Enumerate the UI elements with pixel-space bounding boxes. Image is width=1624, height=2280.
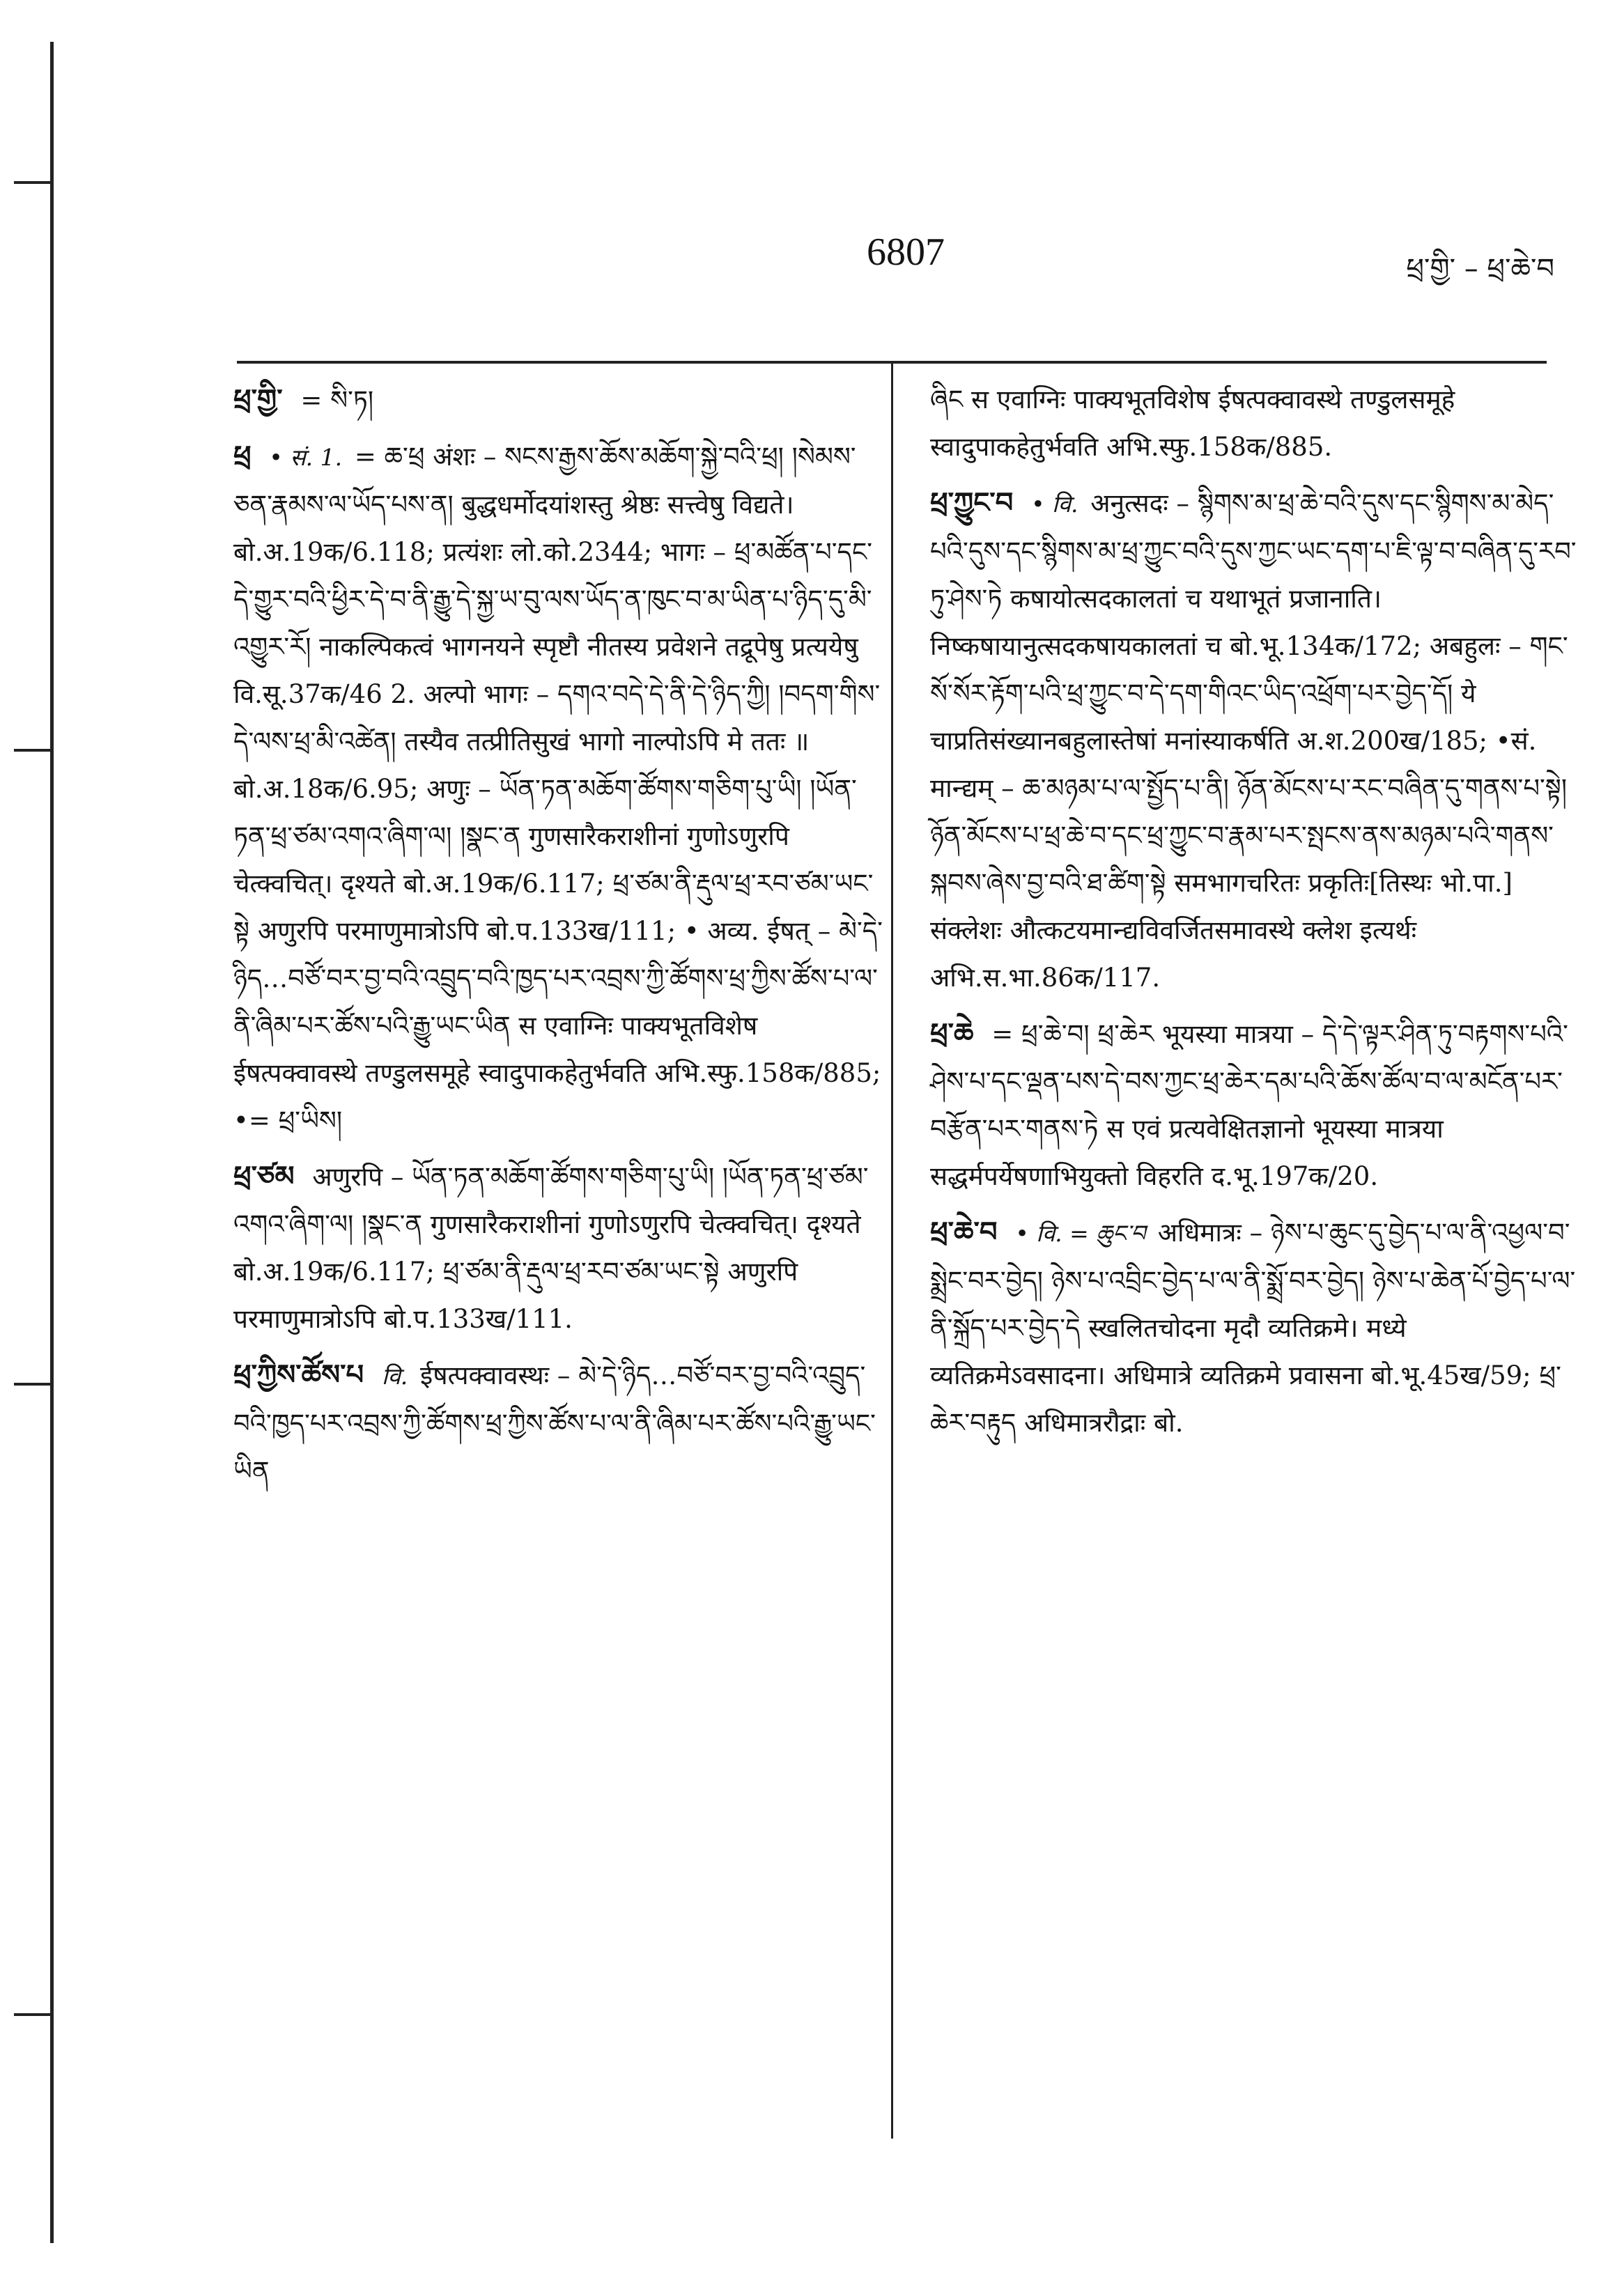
dictionary-entry <box>930 1010 1585 1200</box>
entry-grammar: वि. <box>381 1363 408 1390</box>
entry-text: अनुत्सदः – སྙིགས་མ་ཕྲ་ཆེ་བའི་དུས་དང་སྙིགས་མ་མེད་པའི་དུས་དང་སྙིགས་མ་ཕྲ་ཀྱུང་བའི་དུས་ཀྱང་ཡང་དག་པ་ཇི་ལྟ་བ་བཞིན་དུ་རབ་ཏུ་ཤེས་ཏེ कषायोत्सदकालतां च यथाभूतं प्रजानाति। निष्कषायानुत्सदकषायकालतां च बो.भू.134क/172; अबहुलः – གང་སོ་སོར་རྟོག་པའི་ཕྲ་ཀྱུང་བ་དེ་དག་གིའང་ཡིད་འཕྲོག་པར་བྱེད་དོ། ये चाप्रतिसंख्यानबहुलास्तेषां मनांस्याकर्षति अ.श.200ख/185; •सं. मान्द्यम् – ཆ་མཉམ་པ་ལ་སྤྱོད་པ་ནི། ཉོན་མོངས་པ་རང་བཞིན་དུ་གནས་པ་སྟེ། ཉོན་མོངས་པ་ཕྲ་ཆེ་བ་དང་ཕྲ་ཀྱུང་བ་རྣམ་པར་སྤངས་ནས་མཉམ་པའི་གནས་སྐབས་ཞེས་བྱ་བའི་ཐ་ཚིག་སྟེ समभागचरितः प्रकृतिः[तिस्थः भो.पा.] संक्लेशः औत्कटयमान्द्यविवर्जितसमावस्थे क्लेश इत्यर्थः अभि.स.भा.86क/117. <box>930 488 1577 993</box>
binding-edge-mark <box>14 1383 52 1386</box>
entry-headword: ཕྲ་ཙམ <box>233 1161 295 1193</box>
entry-text: = ཕྲ་ཆེ་བ། ཕྲ་ཆེར भूयस्या मात्रया – དེ་དེ་ལྟར་ཤིན་ཏུ་བརྟགས་པའི་ཤེས་པ་དང་ལྡན་པས་དེ་བས་ཀྱང་ཕྲ་ཆེར་དམ་པའི་ཆོས་ཚོལ་བ་ལ་མངོན་པར་བརྩོན་པར་གནས་ཏེ स एवं प्रत्यवेक्षितज्ञानो भूयस्या मात्रया सद्धर्मपर्येषणाभियुक्तो विहरति द.भू.197क/20. <box>930 1019 1568 1191</box>
entry-headword: ཕྲ་ཆེ <box>930 1018 974 1050</box>
page-number: 6807 <box>867 231 945 274</box>
running-head: ཕྲ་གྱི་ – ཕྲ་ཆེ་བ <box>1406 253 1554 285</box>
entry-headword: ཕྲ་ཀྱིས་ཚོས་པ <box>233 1359 364 1391</box>
entry-grammar: • वि. = ཆུང་བ <box>1015 1220 1145 1247</box>
dictionary-entry <box>233 433 888 1145</box>
entry-headword: ཕྲ <box>233 440 252 472</box>
dictionary-entry <box>233 1153 888 1343</box>
entry-text: अधिमात्रः – ཉེས་པ་ཆུང་དུ་བྱེད་པ་ལ་ནི་འཕྱལ་བ་སྨྲེང་བར་བྱེད། ཉེས་པ་འབྲིང་བྱེད་པ་ལ་ནི་སྨྲོ་བར་བྱེད། ཉེས་པ་ཆེན་པོ་བྱེད་པ་ལ་ནི་སྐྲོད་པར་བྱེད་དེ स्खलितचोदना मृदौ व्यतिक्रमे। मध्ये व्यतिक्रमेऽवसादना। अधिमात्रे व्यतिक्रमे प्रवासना बो.भू.45ख/59; ཕྲ་ཆེར་བརྟུད अधिमात्ररौद्राः बो. <box>930 1218 1576 1438</box>
entry-grammar: • सं. 1. <box>269 444 343 471</box>
entry-text: = ཆ་ཕྲ अंशः – སངས་རྒྱས་ཆོས་མཆོག་སྐྱེ་བའི་ཕྲ། །སེམས་ཅན་རྣམས་ལ་ཡོད་པས་ན། बुद्धधर्मोदयांशस्तु श्रेष्ठः सत्त्वेषु विद्यते। बो.अ.19क/6.118; प्रत्यंशः लो.को.2344; भागः – ཕྲ་མཚོན་པ་དང་དེ་གྱུར་བའི་ཕྱིར་དེ་བ་ནི་རྒྱུ་དེ་སྐྱ་ཡ་བུ་ལས་ཡོད་ན་ཁུང་བ་མ་ཡིན་པ་ཉིད་དུ་མི་འགྱུར་རོ། नाकल्पिकत्वं भागनयने स्पृष्टौ नीतस्य प्रवेशने तद्रूपेषु प्रत्ययेषु वि.सू.37क/46 2. अल्पो भागः – དགའ་བདེ་དེ་ནི་དེ་ཉིད་ཀྱི། །བདག་གིས་དེ་ལས་ཕྲ་མི་འཚེན། तस्यैव तत्प्रीतिसुखं भागो नाल्पोऽपि मे ततः ॥ बो.अ.18क/6.95; अणुः – ཡོན་ཏན་མཆོག་ཚོགས་གཅིག་པུ་ཡི། །ཡོན་ཏན་ཕྲ་ཙམ་འགའ་ཞིག་ལ། །སྣང་ན गुणसारैकराशीनां गुणोऽणुरपि चेत्क्वचित्। दृश्यते बो.अ.19क/6.117; ཕྲ་ཙམ་ནི་རྡུལ་ཕྲ་རབ་ཙམ་ཡང་སྟེ अणुरपि परमाणुमात्रोऽपि बो.प.133ख/111; • अव्य. ईषत् – མེ་དེ་ཉིད…བཙོ་བར་བྱ་བའི་འབྲུད་བའི་ཁྱད་པར་འབྲས་ཀྱི་ཚོགས་ཕྲ་ཀྱིས་ཚོས་པ་ལ་ནི་ཞིམ་པར་ཚོས་པའི་རྒྱུ་ཡང་ཡིན स एवाग्निः पाक्यभूतविशेष ईषत्पक्वावस्थे तण्डुलसमूहे स्वादुपाकहेतुर्भवति अभि.स्फु.158क/885; •= ཕྲ་ཡིས། <box>233 442 883 1135</box>
entry-text: = སི་ཏ། <box>300 385 374 415</box>
dictionary-entry <box>233 1351 888 1495</box>
binding-edge-mark <box>14 181 52 184</box>
binding-edge-line <box>50 42 54 2243</box>
dictionary-entry <box>930 1209 1585 1447</box>
entry-grammar: • वि. <box>1031 490 1078 518</box>
entry-headword: ཕྲ་ཀྱུང་བ <box>930 487 1014 519</box>
entry-text: अणुरपि – ཡོན་ཏན་མཆོག་ཚོགས་གཅིག་པུ་ཡི། །ཡོན་ཏན་ཕྲ་ཙམ་འགའ་ཞིག་ལ། །སྣང་ན गुणसारैकराशीनां गुणोऽणुरपि चेत्क्वचित्। दृश्यते बो.अ.19क/6.117; ཕྲ་ཙམ་ནི་རྡུལ་ཕྲ་རབ་ཙམ་ཡང་སྟེ अणुरपि परमाणुमात्रोऽपि बो.प.133ख/111. <box>233 1162 869 1334</box>
entry-headword: ཕྲ་ཆེ་བ <box>930 1216 998 1248</box>
entry-headword: ཕྲ་གྱི་ <box>233 384 283 416</box>
dictionary-entry <box>233 376 888 424</box>
entry-text: ईषत्पक्वावस्थः – མེ་དེ་ཉིད…བཙོ་བར་བྱ་བའི་འབྲུད་བའི་ཁྱད་པར་འབྲས་ཀྱི་ཚོགས་ཕྲ་ཀྱིས་ཚོས་པ་ལ་ནི་ཞིམ་པར་ཚོས་པའི་རྒྱུ་ཡང་ཡིན <box>233 1360 876 1486</box>
left-column <box>233 376 888 1503</box>
right-column <box>930 376 1585 1455</box>
entry-text: ཞིང स एवाग्निः पाक्यभूतविशेष ईषत्पक्वावस्थे तण्डुलसमूहे स्वादुपाकहेतुर्भवति अभि.स्फु.158क/885. <box>930 385 1455 462</box>
dictionary-entry <box>930 479 1585 1002</box>
column-divider <box>891 362 893 2139</box>
binding-edge-mark <box>14 2013 52 2016</box>
dictionary-entry-continued <box>930 376 1585 471</box>
binding-edge-mark <box>14 749 52 752</box>
